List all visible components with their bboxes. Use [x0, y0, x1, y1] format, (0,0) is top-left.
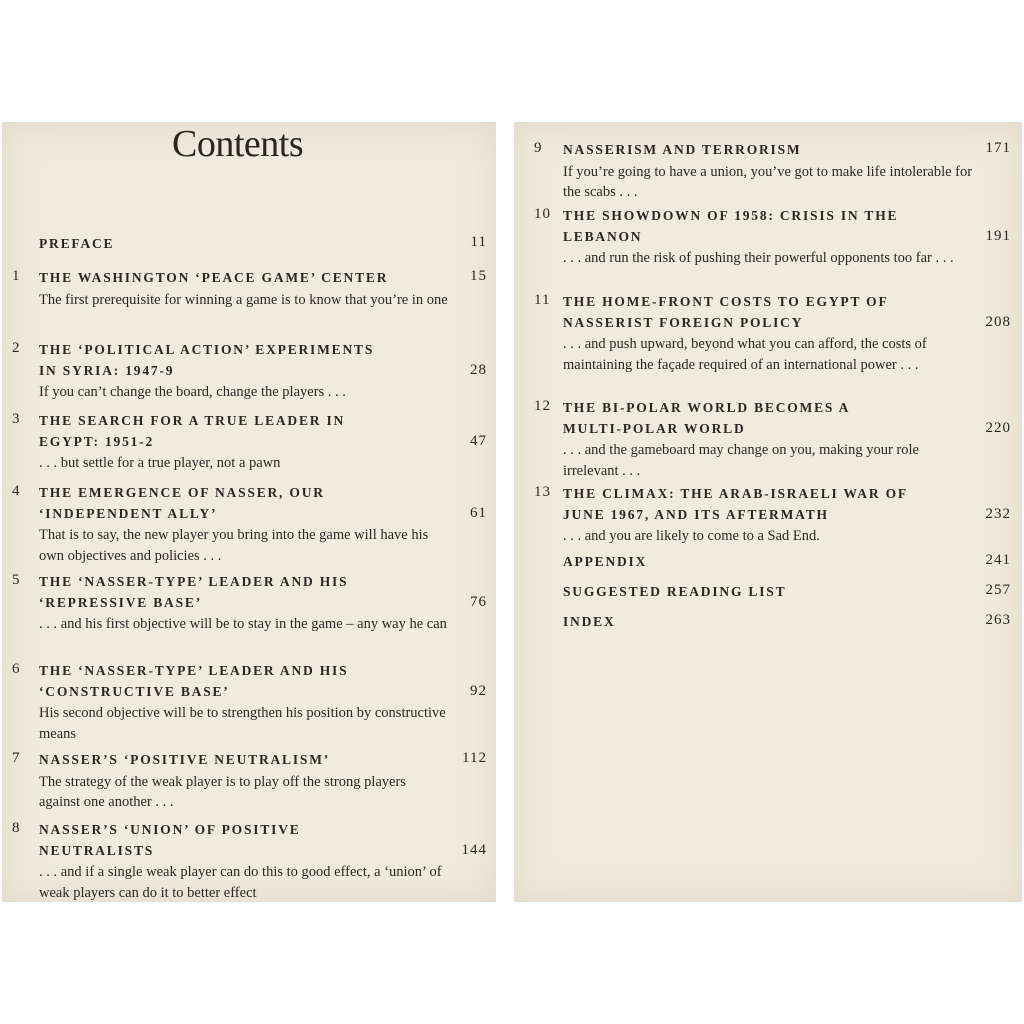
entry-number: 10 [534, 206, 551, 222]
entry-page: 171 [985, 140, 1011, 156]
entry-title: APPENDIX [563, 554, 648, 569]
entry-title: THE BI-POLAR WORLD BECOMES A MULTI-POLAR WORLD [563, 400, 851, 436]
entry-title: NASSERISM AND TERRORISM [563, 142, 802, 157]
entry-subtitle: . . . and if a single weak player can do this to good effect, a ‘union’ of weak players can do it to better effect [39, 864, 442, 901]
toc-entry-1 [2, 268, 496, 310]
entry-title: NASSER’S ‘POSITIVE NEUTRALISM’ [39, 752, 331, 767]
entry-title: THE WASHINGTON ‘PEACE GAME’ CENTER [39, 270, 389, 285]
entry-subtitle: The first prerequisite for winning a game is to know that you’re in one [39, 291, 448, 308]
entry-title: THE SHOWDOWN OF 1958: CRISIS IN THE LEBANON [563, 208, 899, 244]
entry-title: THE ‘POLITICAL ACTION’ EXPERIMENTS IN SYRIA: 1947-9 [39, 342, 375, 378]
toc-entry-2 [2, 340, 496, 403]
toc-entry-12 [514, 398, 1022, 481]
entry-page: 61 [470, 505, 487, 521]
toc-entry-3 [2, 411, 496, 474]
entry-number: 6 [12, 661, 21, 677]
entry-title: THE ‘NASSER-TYPE’ LEADER AND HIS ‘CONSTRUCTIVE BASE’ [39, 663, 349, 699]
entry-page: 208 [985, 314, 1011, 330]
entry-title: NASSER’S ‘UNION’ OF POSITIVE NEUTRALISTS [39, 822, 301, 858]
right-page [514, 122, 1022, 902]
entry-subtitle: His second objective will be to strengthen his position by constructive means [39, 705, 446, 742]
entry-number: 7 [12, 750, 21, 766]
entry-number: 12 [534, 398, 551, 414]
page-title: Contents [172, 123, 304, 165]
entry-number: 8 [12, 820, 21, 836]
entry-subtitle: . . . but settle for a true player, not a pawn [39, 455, 281, 471]
toc-entry-appendix [514, 552, 1022, 573]
entry-subtitle: If you’re going to have a union, you’ve got to make life intolerable for the scabs . . . [563, 163, 973, 200]
entry-title: THE CLIMAX: THE ARAB-ISRAELI WAR OF JUNE 1967, AND ITS AFTERMATH [563, 486, 908, 522]
entry-subtitle: . . . and the gameboard may change on you, making your role irrelevant . . . [563, 442, 919, 479]
entry-page: 257 [985, 582, 1011, 598]
entry-subtitle: That is to say, the new player you bring into the game will have his own objectives and policies . . . [39, 527, 429, 564]
entry-subtitle: If you can’t change the board, change the players . . . [39, 384, 346, 400]
entry-page: 76 [470, 594, 487, 610]
toc-entry-9 [514, 140, 1022, 203]
toc-entry-10 [514, 206, 1022, 269]
toc-entry-preface [2, 234, 496, 255]
entry-page: 15 [470, 268, 487, 284]
entry-page: 241 [985, 552, 1011, 568]
entry-number: 9 [534, 140, 543, 156]
toc-entry-4 [2, 483, 496, 566]
entry-title: THE SEARCH FOR A TRUE LEADER IN EGYPT: 1951-2 [39, 413, 346, 449]
entry-number: 3 [12, 411, 21, 427]
entry-title: THE ‘NASSER-TYPE’ LEADER AND HIS ‘REPRESSIVE BASE’ [39, 574, 349, 610]
entry-subtitle: . . . and you are likely to come to a Sad End. [563, 528, 820, 544]
entry-page: 220 [985, 420, 1011, 436]
toc-entry-5 [2, 572, 496, 635]
left-page [2, 122, 496, 902]
entry-subtitle: . . . and push upward, beyond what you can afford, the costs of maintaining the façade required of an international power . . . [563, 336, 927, 373]
entry-page: 47 [470, 433, 487, 449]
toc-entry-11 [514, 292, 1022, 375]
entry-page: 11 [470, 234, 487, 250]
entry-number: 11 [534, 292, 551, 308]
entry-page: 191 [985, 228, 1011, 244]
entry-title: PREFACE [39, 236, 115, 251]
entry-number: 2 [12, 340, 21, 356]
toc-entry-6 [2, 661, 496, 744]
toc-entry-13 [514, 484, 1022, 547]
entry-subtitle: The strategy of the weak player is to play off the strong players against one another . . . [39, 773, 406, 810]
entry-number: 13 [534, 484, 551, 500]
entry-title: INDEX [563, 614, 616, 629]
entry-title: THE EMERGENCE OF NASSER, OUR ‘INDEPENDENT ALLY’ [39, 485, 325, 521]
entry-page: 144 [461, 842, 487, 858]
entry-subtitle: . . . and his first objective will be to stay in the game – any way he can [39, 616, 447, 632]
entry-page: 92 [470, 683, 487, 699]
entry-subtitle: . . . and run the risk of pushing their powerful opponents too far . . . [563, 250, 954, 266]
entry-page: 28 [470, 362, 487, 378]
entry-number: 4 [12, 483, 21, 499]
entry-title: SUGGESTED READING LIST [563, 584, 787, 599]
entry-page: 263 [985, 612, 1011, 628]
toc-entry-7 [2, 750, 496, 813]
entry-title: THE HOME-FRONT COSTS TO EGYPT OF NASSERIST FOREIGN POLICY [563, 294, 889, 330]
toc-entry-8 [2, 820, 496, 903]
toc-entry-index [514, 612, 1022, 633]
entry-page: 232 [985, 506, 1011, 522]
entry-page: 112 [462, 750, 487, 766]
toc-entry-reading-list [514, 582, 1022, 603]
entry-number: 5 [12, 572, 21, 588]
entry-number: 1 [12, 268, 21, 284]
